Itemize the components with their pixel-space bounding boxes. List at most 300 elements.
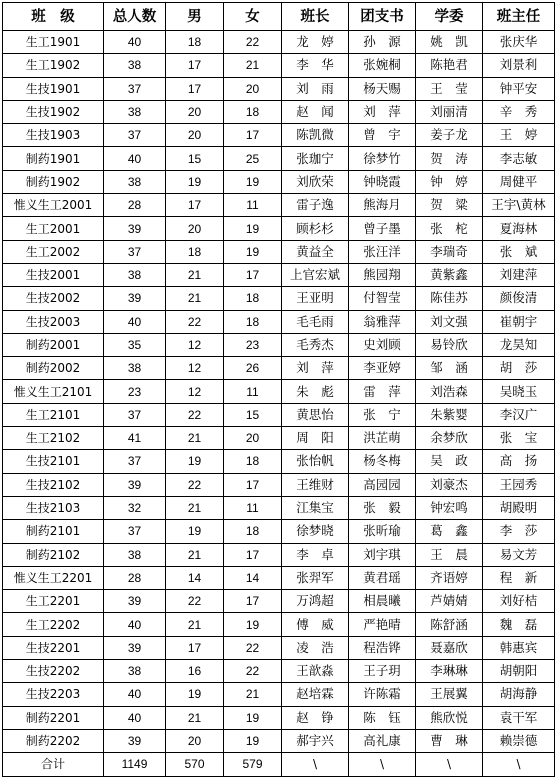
head-teacher-cell: 易文芳 bbox=[483, 543, 555, 566]
total-row bbox=[3, 753, 555, 776]
total-label: 合计 bbox=[3, 753, 104, 776]
league-secretary-cell: 许陈霜 bbox=[349, 683, 416, 706]
league-secretary-cell: 付智莹 bbox=[349, 287, 416, 310]
male-cell: 19 bbox=[166, 683, 224, 706]
study-commissioner-cell: 葛 鑫 bbox=[416, 520, 483, 543]
table-row bbox=[3, 170, 555, 193]
study-commissioner-cell: 王 晨 bbox=[416, 543, 483, 566]
study-commissioner-cell: 刘文强 bbox=[416, 310, 483, 333]
head-teacher-cell: 钟平安 bbox=[483, 77, 555, 100]
monitor-cell: 刘欣荣 bbox=[282, 170, 349, 193]
table-row bbox=[3, 240, 555, 263]
head-teacher-cell: 周健平 bbox=[483, 170, 555, 193]
male-cell: 21 bbox=[166, 543, 224, 566]
table-row bbox=[3, 217, 555, 240]
header-total: 总人数 bbox=[104, 3, 166, 31]
head-teacher-cell: 胡 莎 bbox=[483, 357, 555, 380]
total-cell: 38 bbox=[104, 54, 166, 77]
total-cell: 37 bbox=[104, 520, 166, 543]
monitor-cell: 万鸿超 bbox=[282, 590, 349, 613]
league-secretary-cell: 李亚婷 bbox=[349, 357, 416, 380]
male-cell: 22 bbox=[166, 310, 224, 333]
male-cell: 12 bbox=[166, 357, 224, 380]
total-league-secretary: \ bbox=[349, 753, 416, 776]
class-cell: 生工2102 bbox=[3, 427, 104, 450]
monitor-cell: 刘 萍 bbox=[282, 357, 349, 380]
table-row bbox=[3, 473, 555, 496]
head-teacher-cell: 夏海林 bbox=[483, 217, 555, 240]
table-row bbox=[3, 147, 555, 170]
female-cell: 19 bbox=[224, 240, 282, 263]
female-cell: 22 bbox=[224, 660, 282, 683]
study-commissioner-cell: 齐语婷 bbox=[416, 566, 483, 589]
study-commissioner-cell: 聂嘉欣 bbox=[416, 636, 483, 659]
class-cell: 生工1902 bbox=[3, 54, 104, 77]
monitor-cell: 赵 闻 bbox=[282, 100, 349, 123]
monitor-cell: 郝宇兴 bbox=[282, 729, 349, 752]
league-secretary-cell: 杨冬梅 bbox=[349, 450, 416, 473]
male-cell: 21 bbox=[166, 287, 224, 310]
head-teacher-cell: 韩惠宾 bbox=[483, 636, 555, 659]
female-cell: 19 bbox=[224, 170, 282, 193]
league-secretary-cell: 张 毅 bbox=[349, 496, 416, 519]
total-cell: 38 bbox=[104, 263, 166, 286]
male-cell: 20 bbox=[166, 100, 224, 123]
table-row bbox=[3, 636, 555, 659]
monitor-cell: 陈凯微 bbox=[282, 124, 349, 147]
male-cell: 21 bbox=[166, 427, 224, 450]
league-secretary-cell: 张汪洋 bbox=[349, 240, 416, 263]
header-row bbox=[3, 3, 555, 31]
table-row bbox=[3, 333, 555, 356]
table-row bbox=[3, 310, 555, 333]
female-cell: 22 bbox=[224, 31, 282, 54]
class-cell: 生技1901 bbox=[3, 77, 104, 100]
head-teacher-cell: 刘好桔 bbox=[483, 590, 555, 613]
total-cell: 39 bbox=[104, 287, 166, 310]
monitor-cell: 上官宏斌 bbox=[282, 263, 349, 286]
table-row bbox=[3, 357, 555, 380]
monitor-cell: 傅 威 bbox=[282, 613, 349, 636]
table-row bbox=[3, 287, 555, 310]
monitor-cell: 张羿军 bbox=[282, 566, 349, 589]
class-cell: 生技2201 bbox=[3, 636, 104, 659]
header-female: 女 bbox=[224, 3, 282, 31]
monitor-cell: 黄益全 bbox=[282, 240, 349, 263]
female-cell: 17 bbox=[224, 473, 282, 496]
table-row bbox=[3, 613, 555, 636]
male-cell: 20 bbox=[166, 217, 224, 240]
total-cell: 39 bbox=[104, 729, 166, 752]
male-cell: 17 bbox=[166, 194, 224, 217]
table-row bbox=[3, 543, 555, 566]
female-cell: 17 bbox=[224, 263, 282, 286]
male-cell: 21 bbox=[166, 263, 224, 286]
total-cell: 41 bbox=[104, 427, 166, 450]
class-cell: 生技2202 bbox=[3, 660, 104, 683]
league-secretary-cell: 高园园 bbox=[349, 473, 416, 496]
study-commissioner-cell: 钟 婷 bbox=[416, 170, 483, 193]
class-cell: 制药1901 bbox=[3, 147, 104, 170]
league-secretary-cell: 陈 钰 bbox=[349, 706, 416, 729]
female-cell: 18 bbox=[224, 287, 282, 310]
total-cell: 38 bbox=[104, 100, 166, 123]
female-cell: 17 bbox=[224, 590, 282, 613]
league-secretary-cell: 相晨曦 bbox=[349, 590, 416, 613]
league-secretary-cell: 杨天赐 bbox=[349, 77, 416, 100]
male-cell: 20 bbox=[166, 729, 224, 752]
female-cell: 18 bbox=[224, 310, 282, 333]
class-cell: 制药2002 bbox=[3, 357, 104, 380]
league-secretary-cell: 王子玥 bbox=[349, 660, 416, 683]
class-cell: 生技1902 bbox=[3, 100, 104, 123]
study-commissioner-cell: 曹 琳 bbox=[416, 729, 483, 752]
study-commissioner-cell: 邹 涵 bbox=[416, 357, 483, 380]
female-cell: 18 bbox=[224, 450, 282, 473]
female-cell: 18 bbox=[224, 100, 282, 123]
study-commissioner-cell: 陈佳苏 bbox=[416, 287, 483, 310]
league-secretary-cell: 张 宁 bbox=[349, 403, 416, 426]
female-cell: 18 bbox=[224, 520, 282, 543]
study-commissioner-cell: 余梦欣 bbox=[416, 427, 483, 450]
header-male: 男 bbox=[166, 3, 224, 31]
male-cell: 19 bbox=[166, 170, 224, 193]
league-secretary-cell: 刘 萍 bbox=[349, 100, 416, 123]
head-teacher-cell: 辛 秀 bbox=[483, 100, 555, 123]
male-cell: 22 bbox=[166, 403, 224, 426]
male-cell: 12 bbox=[166, 380, 224, 403]
female-cell: 17 bbox=[224, 124, 282, 147]
study-commissioner-cell: 贺 涛 bbox=[416, 147, 483, 170]
female-cell: 21 bbox=[224, 54, 282, 77]
male-cell: 14 bbox=[166, 566, 224, 589]
male-cell: 22 bbox=[166, 590, 224, 613]
league-secretary-cell: 孙 源 bbox=[349, 31, 416, 54]
male-cell: 21 bbox=[166, 613, 224, 636]
head-teacher-cell: 崔朝宇 bbox=[483, 310, 555, 333]
total-cell: 37 bbox=[104, 450, 166, 473]
study-commissioner-cell: 钟宏鸣 bbox=[416, 496, 483, 519]
head-teacher-cell: 程 新 bbox=[483, 566, 555, 589]
table-body bbox=[3, 31, 555, 753]
total-cell: 40 bbox=[104, 706, 166, 729]
monitor-cell: 江集宝 bbox=[282, 496, 349, 519]
study-commissioner-cell: 李瑞奇 bbox=[416, 240, 483, 263]
class-cell: 制药1902 bbox=[3, 170, 104, 193]
class-cell: 生技2001 bbox=[3, 263, 104, 286]
study-commissioner-cell: 王展翼 bbox=[416, 683, 483, 706]
table-footer bbox=[3, 753, 555, 776]
female-cell: 25 bbox=[224, 147, 282, 170]
monitor-cell: 赵培霖 bbox=[282, 683, 349, 706]
head-teacher-cell: 李志敏 bbox=[483, 147, 555, 170]
class-cell: 生技2002 bbox=[3, 287, 104, 310]
study-commissioner-cell: 李琳琳 bbox=[416, 660, 483, 683]
female-cell: 11 bbox=[224, 380, 282, 403]
class-cell: 生工2001 bbox=[3, 217, 104, 240]
league-secretary-cell: 黄君瑶 bbox=[349, 566, 416, 589]
study-commissioner-cell: 王 莹 bbox=[416, 77, 483, 100]
female-cell: 19 bbox=[224, 613, 282, 636]
total-count: 1149 bbox=[104, 753, 166, 776]
male-cell: 17 bbox=[166, 54, 224, 77]
table-row bbox=[3, 683, 555, 706]
monitor-cell: 毛秀杰 bbox=[282, 333, 349, 356]
study-commissioner-cell: 朱紫婴 bbox=[416, 403, 483, 426]
league-secretary-cell: 雷 萍 bbox=[349, 380, 416, 403]
female-cell: 23 bbox=[224, 333, 282, 356]
table-row bbox=[3, 566, 555, 589]
league-secretary-cell: 高礼康 bbox=[349, 729, 416, 752]
league-secretary-cell: 张昕瑜 bbox=[349, 520, 416, 543]
total-monitor: \ bbox=[282, 753, 349, 776]
male-cell: 21 bbox=[166, 706, 224, 729]
table-row bbox=[3, 496, 555, 519]
header-class: 班 级 bbox=[3, 3, 104, 31]
head-teacher-cell: 张庆华 bbox=[483, 31, 555, 54]
total-cell: 39 bbox=[104, 636, 166, 659]
monitor-cell: 李 华 bbox=[282, 54, 349, 77]
league-secretary-cell: 曾 宇 bbox=[349, 124, 416, 147]
head-teacher-cell: 李汉广 bbox=[483, 403, 555, 426]
study-commissioner-cell: 吴 政 bbox=[416, 450, 483, 473]
male-cell: 17 bbox=[166, 636, 224, 659]
total-cell: 37 bbox=[104, 124, 166, 147]
total-cell: 28 bbox=[104, 566, 166, 589]
study-commissioner-cell: 陈舒涵 bbox=[416, 613, 483, 636]
male-cell: 18 bbox=[166, 240, 224, 263]
male-cell: 17 bbox=[166, 77, 224, 100]
league-secretary-cell: 翁雅萍 bbox=[349, 310, 416, 333]
class-cell: 生技2102 bbox=[3, 473, 104, 496]
league-secretary-cell: 洪芷萌 bbox=[349, 427, 416, 450]
male-cell: 18 bbox=[166, 31, 224, 54]
female-cell: 19 bbox=[224, 217, 282, 240]
class-cell: 惟义生工2001 bbox=[3, 194, 104, 217]
total-cell: 37 bbox=[104, 77, 166, 100]
head-teacher-cell: 颜俊清 bbox=[483, 287, 555, 310]
header-study-commissioner: 学委 bbox=[416, 3, 483, 31]
table-row bbox=[3, 450, 555, 473]
head-teacher-cell: 龙昊知 bbox=[483, 333, 555, 356]
female-cell: 14 bbox=[224, 566, 282, 589]
male-cell: 19 bbox=[166, 450, 224, 473]
head-teacher-cell: 胡朝阳 bbox=[483, 660, 555, 683]
table-row bbox=[3, 729, 555, 752]
table-row bbox=[3, 380, 555, 403]
total-cell: 23 bbox=[104, 380, 166, 403]
class-cell: 制药2101 bbox=[3, 520, 104, 543]
league-secretary-cell: 张婉桐 bbox=[349, 54, 416, 77]
head-teacher-cell: 高 扬 bbox=[483, 450, 555, 473]
total-cell: 38 bbox=[104, 357, 166, 380]
female-cell: 20 bbox=[224, 77, 282, 100]
table-row bbox=[3, 194, 555, 217]
female-cell: 15 bbox=[224, 403, 282, 426]
female-cell: 20 bbox=[224, 427, 282, 450]
total-cell: 39 bbox=[104, 217, 166, 240]
study-commissioner-cell: 刘丽清 bbox=[416, 100, 483, 123]
total-cell: 32 bbox=[104, 496, 166, 519]
female-cell: 11 bbox=[224, 496, 282, 519]
head-teacher-cell: 刘景利 bbox=[483, 54, 555, 77]
table-row bbox=[3, 706, 555, 729]
league-secretary-cell: 徐梦竹 bbox=[349, 147, 416, 170]
study-commissioner-cell: 易铃欣 bbox=[416, 333, 483, 356]
class-roster-table bbox=[2, 2, 555, 777]
header-monitor: 班长 bbox=[282, 3, 349, 31]
total-cell: 39 bbox=[104, 473, 166, 496]
total-head-teacher: \ bbox=[483, 753, 555, 776]
monitor-cell: 周 阳 bbox=[282, 427, 349, 450]
study-commissioner-cell: 姜子龙 bbox=[416, 124, 483, 147]
league-secretary-cell: 程浩铧 bbox=[349, 636, 416, 659]
class-cell: 生技2203 bbox=[3, 683, 104, 706]
table-row bbox=[3, 54, 555, 77]
monitor-cell: 徐梦晓 bbox=[282, 520, 349, 543]
table-row bbox=[3, 31, 555, 54]
female-cell: 19 bbox=[224, 729, 282, 752]
class-cell: 生技2101 bbox=[3, 450, 104, 473]
male-cell: 22 bbox=[166, 473, 224, 496]
head-teacher-cell: 王园秀 bbox=[483, 473, 555, 496]
table-header bbox=[3, 3, 555, 31]
head-teacher-cell: 刘建萍 bbox=[483, 263, 555, 286]
class-cell: 生工2201 bbox=[3, 590, 104, 613]
study-commissioner-cell: 刘浩森 bbox=[416, 380, 483, 403]
total-cell: 38 bbox=[104, 660, 166, 683]
monitor-cell: 赵 铮 bbox=[282, 706, 349, 729]
total-female: 579 bbox=[224, 753, 282, 776]
table-row bbox=[3, 124, 555, 147]
head-teacher-cell: 王 婷 bbox=[483, 124, 555, 147]
class-cell: 制药2202 bbox=[3, 729, 104, 752]
total-cell: 40 bbox=[104, 147, 166, 170]
total-cell: 40 bbox=[104, 31, 166, 54]
male-cell: 19 bbox=[166, 520, 224, 543]
class-cell: 惟义生工2101 bbox=[3, 380, 104, 403]
total-cell: 37 bbox=[104, 240, 166, 263]
league-secretary-cell: 曾子墨 bbox=[349, 217, 416, 240]
league-secretary-cell: 熊园翔 bbox=[349, 263, 416, 286]
study-commissioner-cell: 姚 凯 bbox=[416, 31, 483, 54]
monitor-cell: 李 卓 bbox=[282, 543, 349, 566]
monitor-cell: 张珈宁 bbox=[282, 147, 349, 170]
study-commissioner-cell: 刘豪杰 bbox=[416, 473, 483, 496]
class-cell: 生技1903 bbox=[3, 124, 104, 147]
male-cell: 12 bbox=[166, 333, 224, 356]
table-row bbox=[3, 403, 555, 426]
head-teacher-cell: 胡殿明 bbox=[483, 496, 555, 519]
head-teacher-cell: 李 莎 bbox=[483, 520, 555, 543]
header-league-secretary: 团支书 bbox=[349, 3, 416, 31]
study-commissioner-cell: 熊欣悦 bbox=[416, 706, 483, 729]
table-row bbox=[3, 263, 555, 286]
monitor-cell: 雷子逸 bbox=[282, 194, 349, 217]
total-male: 570 bbox=[166, 753, 224, 776]
league-secretary-cell: 钟晓霞 bbox=[349, 170, 416, 193]
table-row bbox=[3, 590, 555, 613]
monitor-cell: 顾杉杉 bbox=[282, 217, 349, 240]
study-commissioner-cell: 贺 粱 bbox=[416, 194, 483, 217]
head-teacher-cell: 胡海静 bbox=[483, 683, 555, 706]
monitor-cell: 朱 彪 bbox=[282, 380, 349, 403]
class-cell: 生技2003 bbox=[3, 310, 104, 333]
female-cell: 21 bbox=[224, 683, 282, 706]
class-cell: 制药2102 bbox=[3, 543, 104, 566]
study-commissioner-cell: 芦婧婧 bbox=[416, 590, 483, 613]
total-cell: 40 bbox=[104, 613, 166, 636]
total-cell: 39 bbox=[104, 590, 166, 613]
total-cell: 40 bbox=[104, 310, 166, 333]
female-cell: 26 bbox=[224, 357, 282, 380]
male-cell: 21 bbox=[166, 496, 224, 519]
class-cell: 制药2201 bbox=[3, 706, 104, 729]
head-teacher-cell: 张 宝 bbox=[483, 427, 555, 450]
header-head-teacher: 班主任 bbox=[483, 3, 555, 31]
female-cell: 11 bbox=[224, 194, 282, 217]
male-cell: 20 bbox=[166, 124, 224, 147]
monitor-cell: 王维财 bbox=[282, 473, 349, 496]
head-teacher-cell: 张 斌 bbox=[483, 240, 555, 263]
total-cell: 35 bbox=[104, 333, 166, 356]
class-cell: 制药2001 bbox=[3, 333, 104, 356]
study-commissioner-cell: 陈艳君 bbox=[416, 54, 483, 77]
league-secretary-cell: 熊海月 bbox=[349, 194, 416, 217]
head-teacher-cell: 王宇\黄林 bbox=[483, 194, 555, 217]
total-cell: 40 bbox=[104, 683, 166, 706]
total-cell: 38 bbox=[104, 170, 166, 193]
table-row bbox=[3, 660, 555, 683]
monitor-cell: 刘 雨 bbox=[282, 77, 349, 100]
table-row bbox=[3, 77, 555, 100]
study-commissioner-cell: 张 柁 bbox=[416, 217, 483, 240]
class-cell: 生技2103 bbox=[3, 496, 104, 519]
class-cell: 生工2101 bbox=[3, 403, 104, 426]
table-row bbox=[3, 100, 555, 123]
league-secretary-cell: 严艳晴 bbox=[349, 613, 416, 636]
total-cell: 28 bbox=[104, 194, 166, 217]
male-cell: 16 bbox=[166, 660, 224, 683]
monitor-cell: 张怡帆 bbox=[282, 450, 349, 473]
total-cell: 38 bbox=[104, 543, 166, 566]
head-teacher-cell: 吴晓玉 bbox=[483, 380, 555, 403]
monitor-cell: 王亚明 bbox=[282, 287, 349, 310]
male-cell: 15 bbox=[166, 147, 224, 170]
total-study-commissioner: \ bbox=[416, 753, 483, 776]
league-secretary-cell: 刘宇琪 bbox=[349, 543, 416, 566]
monitor-cell: 龙 婷 bbox=[282, 31, 349, 54]
league-secretary-cell: 史刘顾 bbox=[349, 333, 416, 356]
head-teacher-cell: 赖崇德 bbox=[483, 729, 555, 752]
head-teacher-cell: 袁干军 bbox=[483, 706, 555, 729]
monitor-cell: 王歆淼 bbox=[282, 660, 349, 683]
class-cell: 生工1901 bbox=[3, 31, 104, 54]
class-cell: 生工2002 bbox=[3, 240, 104, 263]
female-cell: 17 bbox=[224, 543, 282, 566]
head-teacher-cell: 魏 磊 bbox=[483, 613, 555, 636]
total-cell: 37 bbox=[104, 403, 166, 426]
class-cell: 惟义生工2201 bbox=[3, 566, 104, 589]
female-cell: 19 bbox=[224, 706, 282, 729]
study-commissioner-cell: 黄紫鑫 bbox=[416, 263, 483, 286]
table-row bbox=[3, 520, 555, 543]
table-row bbox=[3, 427, 555, 450]
female-cell: 22 bbox=[224, 636, 282, 659]
monitor-cell: 凌 浩 bbox=[282, 636, 349, 659]
monitor-cell: 黄思怡 bbox=[282, 403, 349, 426]
class-cell: 生工2202 bbox=[3, 613, 104, 636]
